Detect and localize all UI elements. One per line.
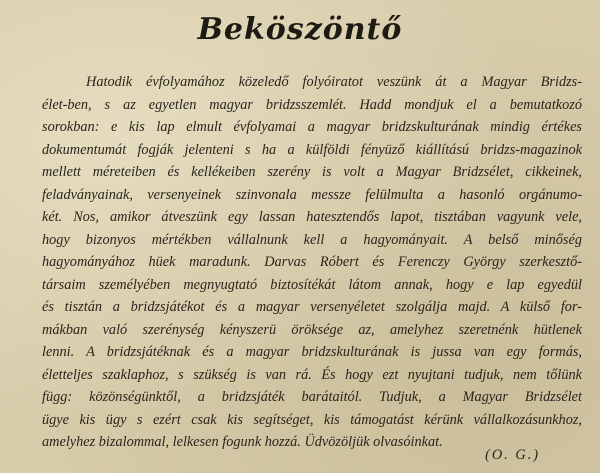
text-line: két. Nos, amikor átveszünk egy lassan hatesztendős lapot, tisztában vagyunk vele, <box>42 209 582 225</box>
article-title: Beköszöntő <box>197 12 403 47</box>
author-signature: (O. G.) <box>485 447 540 463</box>
text-line: dokumentumát fogják jelenteni s ha a külföldi fényüző kiállítású bridzs-magazinok <box>42 141 582 158</box>
article-body <box>42 71 582 454</box>
text-line: ügye kis ügy s ezért csak kis segítséget, kis támogatást kérünk vállalkozásunkhoz, <box>42 411 582 428</box>
text-line: élet-ben, s az egyetlen magyar bridzsszemlét. Hadd mondjuk el a bemutatkozó <box>42 96 582 113</box>
text-line: mákban való szerénység kényszerü öröksége az, amelyhez szeretnénk hütlenek <box>42 321 582 338</box>
text-line: feladványainak, versenyeinek szinvonala messze felülmulta a hasonló orgánumo- <box>42 186 582 203</box>
text-line: lenni. A bridzsjátéknak és a magyar bridzskulturának is jussa van egy formás, <box>42 344 582 360</box>
text-line: hogy bizonyos mértékben vállalnunk kell a hagyományait. A belső minőség <box>42 231 582 248</box>
text-line: függ: közönségünktől, a bridzsjáték barátaitól. Tudjuk, a Magyar Bridzsélet <box>42 389 582 405</box>
text-line: és tisztán a bridzsjátékot és a magyar versenyéletet szolgálja majd. A külső for- <box>42 299 582 315</box>
text-line: Hatodik évfolyamához közeledő folyóiratot veszünk át a Magyar Bridzs- <box>86 74 582 90</box>
text-line: hagyományához hüek maradunk. Darvas Róbert és Ferenczy György szerkesztő- <box>42 254 582 270</box>
text-line: társaim személyében megnyugtató biztosítékát látom annak, hogy e lap egyedül <box>42 276 582 293</box>
text-line: sorokban: e kis lap elmult évfolyamai a magyar bridzskulturának mindig értékes <box>42 119 582 135</box>
text-line: mellett méreteiben és kellékeiben szerény is volt a Magyar Bridzsélet, cikkeinek, <box>42 164 582 180</box>
text-line: életteljes szaklaphoz, s szükség is van rá. És hogy ezt nyujtani tudjuk, nem tőlünk <box>42 366 582 383</box>
text-line: amelyhez bizalommal, lelkesen fogunk hozzá. Üdvözöljük olvasóinkat. <box>42 434 443 450</box>
